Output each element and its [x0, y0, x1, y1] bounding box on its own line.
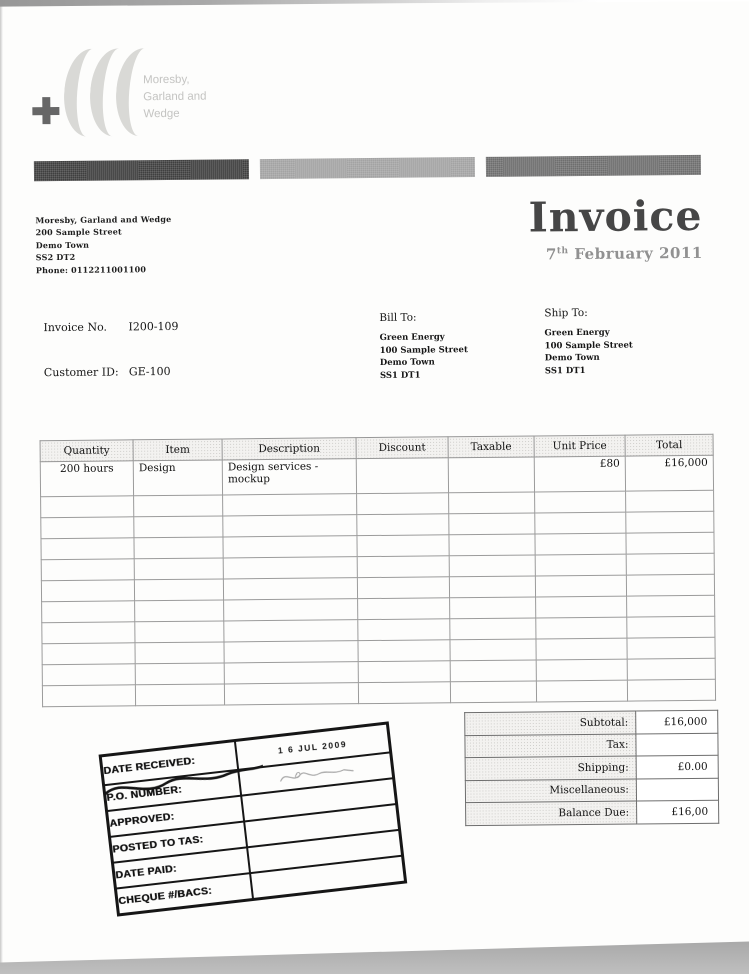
- totals-row-miscellaneous: [465, 778, 718, 803]
- balance-due-value: £16,00: [637, 800, 719, 823]
- col-taxable: Taxable: [448, 436, 534, 458]
- stamp-grid: [99, 721, 408, 916]
- stamp-label-cheque-bacs: CHEQUE #/BACS:: [115, 873, 253, 915]
- shipping-value: £0.00: [636, 755, 718, 778]
- cell-discount: [356, 458, 448, 494]
- stamp-label-approved: APPROVED:: [107, 796, 245, 837]
- col-item: Item: [133, 439, 222, 461]
- header-bar-light: [260, 157, 475, 179]
- totals-table: [464, 710, 719, 826]
- bill-to-label: Bill To:: [379, 311, 417, 324]
- line-items-table: [40, 434, 717, 707]
- cell-taxable: [448, 457, 534, 493]
- cell-item: Design: [133, 460, 222, 496]
- stamp-label-posted-to-tas: POSTED TO TAS:: [110, 821, 248, 862]
- date-received-stamp: 1 6 JUL 2009: [277, 738, 348, 756]
- shipping-label: Shipping:: [465, 756, 636, 780]
- scanner-edge-left: [0, 0, 3, 974]
- totals-row-tax: [465, 733, 718, 758]
- col-quantity: Quantity: [40, 440, 133, 462]
- bill-to-block: [379, 311, 530, 383]
- col-discount: Discount: [356, 437, 448, 459]
- customer-id-label: Customer ID:: [43, 365, 119, 380]
- items-tbody: [40, 455, 715, 706]
- totals-row-subtotal: [465, 710, 718, 735]
- page-title: Invoice: [528, 191, 703, 242]
- tax-label: Tax:: [465, 734, 636, 758]
- cell-unit-price: £80: [534, 456, 625, 492]
- invoice-no-label: Invoice No.: [43, 320, 108, 335]
- logo-plus-icon: [32, 97, 59, 124]
- invoice-title-block: [397, 191, 703, 265]
- totals-row-shipping: [465, 755, 718, 780]
- stamp-label-date-paid: DATE PAID:: [112, 847, 250, 888]
- balance-due-label: Balance Due:: [466, 801, 637, 825]
- totals-row-balance-due: [466, 800, 719, 825]
- logo-company-name: Moresby, Garland and Wedge: [143, 73, 207, 121]
- customer-id-value: GE-100: [128, 364, 171, 379]
- ship-to-label: Ship To:: [544, 306, 588, 320]
- subtotal-value: £16,000: [636, 710, 718, 733]
- col-total: Total: [625, 434, 713, 456]
- received-rubber-stamp: [99, 721, 408, 916]
- cell-quantity: 200 hours: [40, 461, 133, 497]
- sender-name: Moresby, Garland and Wedge: [35, 213, 172, 226]
- cell-total: £16,000: [625, 455, 713, 491]
- col-unit-price: Unit Price: [534, 435, 625, 457]
- invoice-date: 7th February 2011: [545, 243, 703, 264]
- tax-value: [636, 733, 718, 756]
- sender-address: Moresby, Garland and Wedge 200 Sample Street Demo Town SS2 DT2 Phone: 0112211001100: [35, 213, 172, 275]
- stamp-label-date-received: DATE RECEIVED:: [100, 740, 238, 785]
- cell-description: Design services - mockup: [222, 459, 356, 495]
- header-bar-medium: [486, 155, 701, 177]
- stamp-label-po-number: P.O. NUMBER:: [104, 770, 242, 811]
- bill-to-address: Green Energy 100 Sample Street Demo Town SS1 DT1: [379, 332, 468, 381]
- miscellaneous-label: Miscellaneous:: [465, 779, 636, 803]
- ship-to-block: [544, 306, 695, 378]
- subtotal-label: Subtotal:: [465, 711, 636, 735]
- miscellaneous-value: [636, 778, 718, 801]
- header-bar-dark: [34, 159, 249, 181]
- ship-to-address: Green Energy 100 Sample Street Demo Town SS1 DT1: [544, 327, 633, 377]
- col-description: Description: [222, 438, 356, 460]
- invoice-no-value: I200-109: [128, 319, 179, 334]
